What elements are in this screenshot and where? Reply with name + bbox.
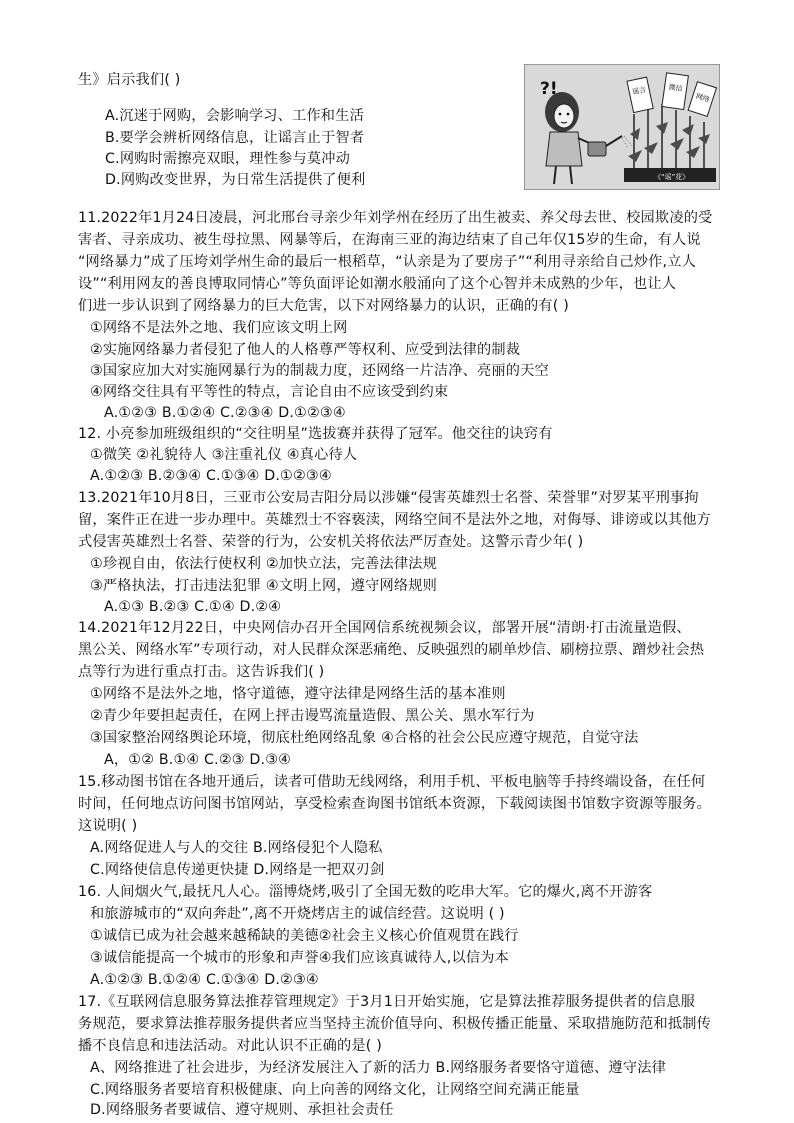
q13-items-line-1: ①珍视自由，依法行使权利 ②加快立法，完善法律法规 <box>90 556 438 572</box>
q11-item-3: ③国家应加大对实施网暴行为的制裁力度，还网络一片洁净、亮丽的天空 <box>90 363 549 379</box>
q15-options-line-1: A.网络促进人与人的交往 B.网络侵犯个人隐私 <box>90 840 383 856</box>
q11-stem-line-4: 设”“利用网友的善良博取同情心”等负面评论如潮水般涌向了这个心智并未成熟的少年，也让人 <box>78 276 677 292</box>
q13-stem-line-1: 13.2021年10月8日，三亚市公安局吉阳分局以涉嫌“侵害英雄烈士名誉、荣誉罪”对罗某平刑事拘 <box>78 490 699 506</box>
cartoon-caption: 《“谣”花》 <box>654 173 690 181</box>
q14-item-3: ③国家整治网络舆论环境，彻底杜绝网络乱象 ④合格的社会公民应遵守规范，自觉守法 <box>90 730 639 746</box>
q17-stem-line-1: 17.《互联网信息服务算法推荐管理规定》于3月1日开始实施，它是算法推荐服务提供者的信息服 <box>78 994 696 1010</box>
q10-option-a: A.沉迷于网购，会影响学习、工作和生活 <box>105 108 364 124</box>
q10-option-b: B.要学会辨析网络信息，让谣言止于智者 <box>105 130 365 146</box>
q13-items-line-2: ③严格执法，打击违法犯罪 ④文明上网，遵守网络规则 <box>90 578 438 594</box>
q11-choices: A.①②③ B.①②④ C.②③④ D.①②③④ <box>104 405 346 421</box>
q13-choices: A.①③ B.②③ C.①④ D.②④ <box>104 599 282 615</box>
q14-stem-line-3: 点等行为进行重点打击。这告诉我们( ) <box>78 664 325 680</box>
q10-option-d: D.网购改变世界，为日常生活提供了便利 <box>105 172 366 188</box>
svg-text:谣言: 谣言 <box>631 85 647 97</box>
q14-stem-line-2: 黑公关、网络水军”专项行动，对人民群众深恶痛绝、反映强烈的刷单炒信、刷榜拉票、蹭炒社会热 <box>78 642 705 658</box>
rumor-flower-cartoon <box>524 64 720 190</box>
q16-stem-line-2: 和旅游城市的“双向奔赴”,离不开烧烤店主的诚信经营。这说明 ( ) <box>90 906 505 922</box>
q16-stem-line-1: 16. 人间烟火气,最抚凡人心。淄博烧烤,吸引了全国无数的吃串大军。它的爆火,离不开游客 <box>78 884 653 900</box>
q17-option-ab: A、网络推进了社会进步，为经济发展注入了新的活力 B.网络服务者要恪守道德、遵守法律 <box>90 1060 666 1076</box>
q12-stem: 12. 小亮参加班级组织的“交往明星”选拔赛并获得了冠军。他交往的诀窍有 <box>78 426 553 442</box>
q11-item-4: ④网络交往具有平等性的特点，言论自由不应该受到约束 <box>90 384 449 400</box>
q16-choices: A.①②③ B.①②④ C.①③④ D.②③④ <box>90 972 319 988</box>
q11-item-2: ②实施网络暴力者侵犯了他人的人格尊严等权利、应受到法律的制裁 <box>90 342 521 358</box>
rumor-tag-2 <box>662 73 689 110</box>
q10-stem: 生》启示我们( ) <box>78 72 181 88</box>
q13-stem-line-3: 式侵害英雄烈士名誉、荣誉的行为，公安机关将依法严厉查处。这警示青少年( ) <box>78 534 584 550</box>
q14-choices: A，①② B.①④ C.②③ D.③④ <box>104 752 292 768</box>
cartoon-exclaim: ?! <box>540 79 558 99</box>
q15-stem-line-3: 这说明( ) <box>78 818 138 834</box>
q17-option-c: C.网络服务者要培育积极健康、向上向善的网络文化，让网络空间充满正能量 <box>90 1082 580 1098</box>
q11-item-1: ①网络不是法外之地、我们应该文明上网 <box>90 320 348 336</box>
q10-option-c: C.网购时需擦亮双眼，理性参与莫冲动 <box>105 151 351 167</box>
q16-items-line-2: ③诚信能提高一个城市的形象和声誉④我们应该真诚待人,以信为本 <box>90 950 510 966</box>
q14-stem-line-1: 14.2021年12月22日，中央网信办召开全国网信系统视频会议，部署开展“清朗·打击流量造假、 <box>78 620 691 636</box>
q16-items-line-1: ①诚信已成为社会越来越稀缺的美德②社会主义核心价值观贯在践行 <box>90 928 519 944</box>
q11-stem-line-5: 们进一步认识到了网络暴力的巨大危害，以下对网络暴力的认识，正确的有( ) <box>78 298 569 314</box>
q12-choices: A.①②③ B.②③④ C.①③④ D.①②③④ <box>90 468 332 484</box>
q11-stem-line-3: “网络暴力”成了压垮刘学州生命的最后一根稻草，“认亲是为了要房子”“利用寻亲给自己炒作,立人 <box>78 254 696 270</box>
q15-stem-line-2: 时间，任何地点访问图书馆网站，享受检索查询图书馆纸本资源，下载阅读图书馆数字资源等服务。 <box>78 796 712 812</box>
svg-text:微信: 微信 <box>668 83 684 94</box>
svg-text:网络: 网络 <box>694 92 711 105</box>
q13-stem-line-2: 留，案件正在进一步办理中。英雄烈士不容亵渎，网络空间不是法外之地，对侮辱、诽谤或以其他方 <box>78 512 712 528</box>
q17-option-d: D.网络服务者要诚信、遵守规则、承担社会责任 <box>90 1102 394 1118</box>
q14-item-1: ①网络不是法外之地，恪守道德，遵守法律是网络生活的基本准则 <box>90 686 506 702</box>
q11-stem-line-1: 11.2022年1月24日凌晨，河北邢台寻亲少年刘学州在经历了出生被卖、养父母去世、校园欺凌的受 <box>78 210 713 226</box>
q14-item-2: ②青少年要担起责任，在网上抨击谩骂流量造假、黑公关、黑水军行为 <box>90 708 535 724</box>
q17-stem-line-3: 播不良信息和违法活动。对此认识不正确的是( ) <box>78 1038 382 1054</box>
q12-items: ①微笑 ②礼貌待人 ③注重礼仪 ④真心待人 <box>90 447 358 463</box>
q15-stem-line-1: 15.移动图书馆在各地开通后，读者可借助无线网络，利用手机、平板电脑等手持终端设备，在任何 <box>78 774 706 790</box>
q17-stem-line-2: 务规范，要求算法推荐服务提供者应当坚持主流价值导向、积极传播正能量、采取措施防范和抵制传 <box>78 1016 712 1032</box>
q11-stem-line-2: 害者、寻亲成功、被生母拉黑、网暴等后，在海南三亚的海边结束了自己年仅15岁的生命，有人说 <box>78 232 701 248</box>
q15-options-line-2: C.网络使信息传递更快捷 D.网络是一把双刃剑 <box>90 862 385 878</box>
